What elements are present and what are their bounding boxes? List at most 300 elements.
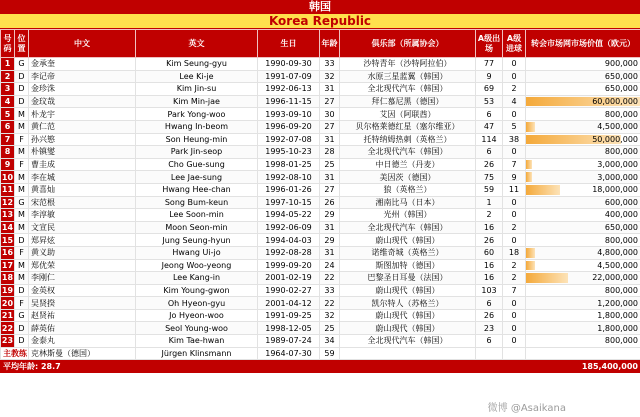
cell-pos: D — [15, 322, 29, 335]
cell-pos: D — [15, 234, 29, 247]
cell-goals: 0 — [503, 309, 526, 322]
table-row — [1, 158, 640, 171]
value-text: 3,000,000 — [597, 172, 638, 182]
coach-age: 59 — [320, 347, 340, 360]
cell-caps: 60 — [476, 246, 503, 259]
cell-goals: 0 — [503, 297, 526, 310]
cell-cn: 郑优荣 — [29, 259, 136, 272]
cell-age: 31 — [320, 221, 340, 234]
cell-age: 26 — [320, 196, 340, 209]
table-row — [1, 246, 640, 259]
cell-club: 全北现代汽车（韩国） — [340, 335, 476, 348]
cell-cn: 黄义助 — [29, 246, 136, 259]
cell-goals: 2 — [503, 83, 526, 96]
cell-age: 29 — [320, 209, 340, 222]
cell-en: Kim Young-gwon — [136, 284, 258, 297]
value-text: 1,800,000 — [597, 323, 638, 333]
cell-goals: 0 — [503, 146, 526, 159]
cell-goals: 7 — [503, 284, 526, 297]
table-row — [1, 221, 640, 234]
value-text: 800,000 — [604, 235, 638, 245]
value-text: 600,000 — [604, 197, 638, 207]
table-row — [1, 272, 640, 285]
cell-goals: 0 — [503, 58, 526, 71]
cell-club: 蔚山现代（韩国） — [340, 322, 476, 335]
table-row — [1, 108, 640, 121]
cell-age: 24 — [320, 259, 340, 272]
cell-caps: 59 — [476, 183, 503, 196]
col-header-en: 英文 — [136, 30, 258, 58]
cell-club: 托特纳姆热刺（英格兰） — [340, 133, 476, 146]
cell-caps: 26 — [476, 234, 503, 247]
value-text: 50,000,000 — [592, 134, 638, 144]
average-age: 平均年龄: 28.7 — [1, 360, 258, 373]
cell-club: 湘南比马（日本） — [340, 196, 476, 209]
cell-value — [526, 297, 640, 310]
cell-value — [526, 70, 640, 83]
value-text: 800,000 — [604, 285, 638, 295]
value-text: 22,000,000 — [592, 273, 638, 283]
cell-club: 蔚山现代（韩国） — [340, 284, 476, 297]
cell-cn: 郑昇炫 — [29, 234, 136, 247]
cell-value — [526, 158, 640, 171]
cell-club: 水原三星蓝翼（韩国） — [340, 70, 476, 83]
coach-english-name: Jürgen Klinsmann — [136, 347, 258, 360]
cell-age: 31 — [320, 133, 340, 146]
cell-dob: 1992-06-13 — [258, 83, 320, 96]
cell-club: 凯尔特人（苏格兰） — [340, 297, 476, 310]
cell-caps: 6 — [476, 335, 503, 348]
cell-dob: 1993-09-10 — [258, 108, 320, 121]
roster-body — [1, 58, 640, 348]
cell-club: 光州（韩国） — [340, 209, 476, 222]
cell-age: 27 — [320, 183, 340, 196]
cell-pos: M — [15, 171, 29, 184]
cell-age: 27 — [320, 95, 340, 108]
cell-goals: 11 — [503, 183, 526, 196]
cell-caps: 9 — [476, 70, 503, 83]
cell-num: 4 — [1, 95, 15, 108]
cell-club: 美因茨（德国） — [340, 171, 476, 184]
cell-age: 29 — [320, 234, 340, 247]
cell-goals: 0 — [503, 234, 526, 247]
cell-goals: 0 — [503, 196, 526, 209]
cell-dob: 1991-09-25 — [258, 309, 320, 322]
cell-caps: 6 — [476, 297, 503, 310]
cell-pos: M — [15, 120, 29, 133]
cell-en: Hwang Hee-chan — [136, 183, 258, 196]
cell-pos: F — [15, 158, 29, 171]
cell-pos: F — [15, 297, 29, 310]
cell-caps: 1 — [476, 196, 503, 209]
cell-caps: 26 — [476, 158, 503, 171]
value-bar — [526, 261, 535, 271]
cell-goals: 0 — [503, 70, 526, 83]
cell-cn: 吴贤揆 — [29, 297, 136, 310]
watermark: 微博 @Asaikana — [487, 403, 566, 414]
cell-age: 22 — [320, 297, 340, 310]
table-row — [1, 234, 640, 247]
cell-num: 2 — [1, 70, 15, 83]
cell-age: 34 — [320, 335, 340, 348]
cell-value — [526, 259, 640, 272]
cell-dob: 1992-08-28 — [258, 246, 320, 259]
cell-goals: 5 — [503, 120, 526, 133]
cell-caps: 2 — [476, 209, 503, 222]
cell-dob: 1999-09-20 — [258, 259, 320, 272]
value-text: 4,800,000 — [597, 248, 638, 258]
cell-value — [526, 196, 640, 209]
cell-dob: 1989-07-24 — [258, 335, 320, 348]
cell-value — [526, 146, 640, 159]
cell-value — [526, 246, 640, 259]
cell-en: Song Bum-keun — [136, 196, 258, 209]
cell-pos: G — [15, 309, 29, 322]
cell-num: 8 — [1, 146, 15, 159]
cell-value — [526, 221, 640, 234]
cell-pos: M — [15, 183, 29, 196]
table-row — [1, 83, 640, 96]
cell-age: 32 — [320, 70, 340, 83]
cell-club: 艾因（阿联酋） — [340, 108, 476, 121]
cell-en: Lee Soon-min — [136, 209, 258, 222]
cell-pos: F — [15, 133, 29, 146]
coach-dob: 1964-07-30 — [258, 347, 320, 360]
table-row — [1, 171, 640, 184]
cell-value — [526, 309, 640, 322]
cell-value — [526, 234, 640, 247]
cell-club: 全北现代汽车（韩国） — [340, 83, 476, 96]
coach-label: 主教练 — [1, 347, 29, 360]
cell-age: 28 — [320, 146, 340, 159]
cell-en: Kim Seung-gyu — [136, 58, 258, 71]
cell-pos: G — [15, 196, 29, 209]
cell-caps: 26 — [476, 309, 503, 322]
cell-cn: 孙兴慜 — [29, 133, 136, 146]
cell-en: Jung Seung-hyun — [136, 234, 258, 247]
cell-en: Hwang Ui-jo — [136, 246, 258, 259]
cell-pos: M — [15, 108, 29, 121]
table-row — [1, 284, 640, 297]
cell-age: 27 — [320, 120, 340, 133]
cell-pos: G — [15, 58, 29, 71]
value-text: 650,000 — [604, 71, 638, 81]
value-text: 650,000 — [604, 223, 638, 233]
cell-caps: 103 — [476, 284, 503, 297]
col-header-goals: A级进球 — [503, 30, 526, 58]
cell-num: 12 — [1, 197, 14, 207]
cell-goals: 38 — [503, 133, 526, 146]
value-bar — [526, 160, 532, 170]
coach-row — [1, 347, 640, 360]
value-text: 800,000 — [604, 336, 638, 346]
cell-value — [526, 183, 640, 196]
col-header-pos: 位置 — [15, 30, 29, 58]
cell-club: 中日德兰（丹麦） — [340, 158, 476, 171]
cell-club: 全北现代汽车（韩国） — [340, 221, 476, 234]
cell-caps: 6 — [476, 108, 503, 121]
cell-en: Park Yong-woo — [136, 108, 258, 121]
cell-goals: 7 — [503, 158, 526, 171]
cell-cn: 李淳敏 — [29, 209, 136, 222]
cell-caps: 16 — [476, 259, 503, 272]
cell-pos: M — [15, 272, 29, 285]
cell-en: Kim Tae-hwan — [136, 335, 258, 348]
cell-en: Oh Hyeon-gyu — [136, 297, 258, 310]
cell-goals: 0 — [503, 322, 526, 335]
cell-cn: 文宣民 — [29, 221, 136, 234]
table-row — [1, 259, 640, 272]
cell-en: Hwang In-beom — [136, 120, 258, 133]
value-text: 650,000 — [604, 84, 638, 94]
cell-num: 10 — [1, 172, 14, 182]
cell-value — [526, 83, 640, 96]
cell-dob: 2001-02-19 — [258, 272, 320, 285]
cell-dob: 1994-05-22 — [258, 209, 320, 222]
col-header-club: 俱乐部（所属协会） — [340, 30, 476, 58]
cell-num: 5 — [1, 108, 15, 121]
cell-caps: 6 — [476, 146, 503, 159]
cell-club: 狼（英格兰） — [340, 183, 476, 196]
cell-dob: 1992-08-10 — [258, 171, 320, 184]
value-text: 4,500,000 — [597, 122, 638, 132]
cell-pos: D — [15, 70, 29, 83]
cell-club: 沙特青年（沙特阿拉伯） — [340, 58, 476, 71]
cell-pos: D — [15, 95, 29, 108]
coach-name: 克林斯曼（德国） — [29, 347, 136, 360]
table-row — [1, 209, 640, 222]
cell-goals: 2 — [503, 221, 526, 234]
cell-value — [526, 209, 640, 222]
cell-cn: 金玟哉 — [29, 95, 136, 108]
cell-value — [526, 171, 640, 184]
cell-caps: 16 — [476, 272, 503, 285]
value-text: 800,000 — [604, 109, 638, 119]
table-row — [1, 297, 640, 310]
cell-cn: 黄仁范 — [29, 120, 136, 133]
value-text: 18,000,000 — [592, 185, 638, 195]
cell-pos: M — [15, 259, 29, 272]
value-bar — [526, 248, 535, 258]
cell-en: Cho Gue-sung — [136, 158, 258, 171]
cell-num: 21 — [1, 311, 14, 321]
cell-dob: 1997-10-15 — [258, 196, 320, 209]
cell-cn: 朴镇燮 — [29, 146, 136, 159]
table-row — [1, 183, 640, 196]
cell-pos: D — [15, 284, 29, 297]
cell-club: 蔚山现代（韩国） — [340, 234, 476, 247]
cell-dob: 1994-04-03 — [258, 234, 320, 247]
cell-en: Son Heung-min — [136, 133, 258, 146]
cell-goals: 2 — [503, 272, 526, 285]
cell-num: 19 — [1, 285, 14, 295]
cell-en: Lee Jae-sung — [136, 171, 258, 184]
value-bar — [526, 122, 535, 132]
cell-club: 贝尔格莱德红星（塞尔维亚） — [340, 120, 476, 133]
cell-num: 23 — [1, 336, 14, 346]
cell-en: Kim Min-jae — [136, 95, 258, 108]
cell-cn: 薛英佑 — [29, 322, 136, 335]
cell-age: 33 — [320, 284, 340, 297]
cell-cn: 宋范根 — [29, 196, 136, 209]
cell-pos: M — [15, 209, 29, 222]
cell-cn: 曹圭成 — [29, 158, 136, 171]
value-text: 900,000 — [604, 59, 638, 69]
col-header-dob: 生日 — [258, 30, 320, 58]
cell-en: Lee Kang-in — [136, 272, 258, 285]
cell-num: 11 — [1, 185, 14, 195]
col-header-value: 转会市场网市场价值（欧元） — [526, 30, 640, 58]
value-text: 60,000,000 — [592, 97, 638, 107]
cell-dob: 1992-06-09 — [258, 221, 320, 234]
cell-caps: 23 — [476, 322, 503, 335]
cell-club: 斯图加特（德国） — [340, 259, 476, 272]
value-text: 4,500,000 — [597, 260, 638, 270]
cell-en: Moon Seon-min — [136, 221, 258, 234]
cell-club: 拜仁慕尼黑（德国） — [340, 95, 476, 108]
cell-dob: 1996-09-20 — [258, 120, 320, 133]
value-text: 1,200,000 — [597, 298, 638, 308]
cell-age: 22 — [320, 272, 340, 285]
cell-club: 诺维奇城（英格兰） — [340, 246, 476, 259]
cell-dob: 1990-02-27 — [258, 284, 320, 297]
col-header-num: 号码 — [1, 30, 15, 58]
title-english: Korea Republic — [0, 14, 640, 29]
cell-en: Lee Ki-je — [136, 70, 258, 83]
cell-pos: M — [15, 146, 29, 159]
cell-age: 25 — [320, 322, 340, 335]
cell-caps: 53 — [476, 95, 503, 108]
cell-age: 31 — [320, 83, 340, 96]
cell-goals: 9 — [503, 171, 526, 184]
cell-value — [526, 284, 640, 297]
value-bar — [526, 185, 560, 195]
cell-en: Park Jin-seop — [136, 146, 258, 159]
cell-caps: 47 — [476, 120, 503, 133]
cell-pos: D — [15, 335, 29, 348]
cell-age: 31 — [320, 246, 340, 259]
cell-en: Seol Young-woo — [136, 322, 258, 335]
cell-age: 31 — [320, 171, 340, 184]
cell-cn: 赵贤祐 — [29, 309, 136, 322]
table-row — [1, 146, 640, 159]
cell-cn: 金英权 — [29, 284, 136, 297]
cell-caps: 114 — [476, 133, 503, 146]
cell-club: 巴黎圣日耳曼（法国） — [340, 272, 476, 285]
cell-num: 13 — [1, 210, 14, 220]
table-row — [1, 309, 640, 322]
cell-num: 14 — [1, 223, 14, 233]
cell-dob: 1996-11-15 — [258, 95, 320, 108]
table-row — [1, 95, 640, 108]
cell-cn: 金承奎 — [29, 58, 136, 71]
value-text: 400,000 — [604, 210, 638, 220]
cell-en: Jo Hyeon-woo — [136, 309, 258, 322]
cell-value — [526, 120, 640, 133]
cell-value — [526, 58, 640, 71]
cell-dob: 1991-07-09 — [258, 70, 320, 83]
cell-cn: 李在城 — [29, 171, 136, 184]
table-row — [1, 70, 640, 83]
cell-age: 32 — [320, 309, 340, 322]
cell-pos: F — [15, 246, 29, 259]
col-header-cn: 中文 — [29, 30, 136, 58]
cell-age: 30 — [320, 108, 340, 121]
cell-cn: 朴龙宇 — [29, 108, 136, 121]
cell-num: 17 — [1, 260, 14, 270]
table-row — [1, 322, 640, 335]
cell-goals: 0 — [503, 335, 526, 348]
cell-num: 9 — [1, 158, 15, 171]
cell-num: 18 — [1, 273, 14, 283]
cell-num: 20 — [1, 298, 14, 308]
cell-pos: D — [15, 83, 29, 96]
table-row — [1, 133, 640, 146]
cell-value — [526, 108, 640, 121]
cell-num: 7 — [1, 133, 15, 146]
cell-dob: 1998-12-05 — [258, 322, 320, 335]
cell-value — [526, 95, 640, 108]
cell-num: 22 — [1, 323, 14, 333]
cell-club: 全北现代汽车（韩国） — [340, 146, 476, 159]
cell-pos: M — [15, 221, 29, 234]
cell-value — [526, 133, 640, 146]
cell-num: 15 — [1, 235, 14, 245]
cell-goals: 0 — [503, 108, 526, 121]
table-row — [1, 58, 640, 71]
header-row — [1, 30, 640, 58]
title-chinese: 韩国 — [0, 0, 640, 14]
cell-dob: 1998-01-25 — [258, 158, 320, 171]
cell-caps: 75 — [476, 171, 503, 184]
cell-value — [526, 272, 640, 285]
cell-caps: 69 — [476, 83, 503, 96]
cell-dob: 1996-01-26 — [258, 183, 320, 196]
value-text: 800,000 — [604, 147, 638, 157]
cell-goals: 0 — [503, 209, 526, 222]
cell-cn: 黄喜灿 — [29, 183, 136, 196]
cell-cn: 金珍洙 — [29, 83, 136, 96]
cell-cn: 李记帝 — [29, 70, 136, 83]
cell-num: 3 — [1, 83, 15, 96]
cell-caps: 16 — [476, 221, 503, 234]
cell-dob: 1995-10-23 — [258, 146, 320, 159]
cell-dob: 2001-04-12 — [258, 297, 320, 310]
cell-cn: 金泰丸 — [29, 335, 136, 348]
cell-num: 1 — [1, 58, 15, 71]
value-bar — [526, 273, 568, 283]
value-text: 3,000,000 — [597, 160, 638, 170]
table-row — [1, 120, 640, 133]
roster-table — [0, 29, 640, 373]
table-row — [1, 335, 640, 348]
cell-value — [526, 322, 640, 335]
cell-dob: 1992-07-08 — [258, 133, 320, 146]
cell-num: 16 — [1, 248, 14, 258]
value-text: 1,800,000 — [597, 311, 638, 321]
footer-row — [1, 360, 640, 373]
total-value: 185,400,000 — [526, 360, 640, 373]
cell-age: 33 — [320, 58, 340, 71]
table-row — [1, 196, 640, 209]
cell-goals: 4 — [503, 95, 526, 108]
cell-age: 25 — [320, 158, 340, 171]
cell-goals: 2 — [503, 259, 526, 272]
col-header-caps: A级出场 — [476, 30, 503, 58]
cell-dob: 1990-09-30 — [258, 58, 320, 71]
cell-caps: 77 — [476, 58, 503, 71]
col-header-age: 年龄 — [320, 30, 340, 58]
